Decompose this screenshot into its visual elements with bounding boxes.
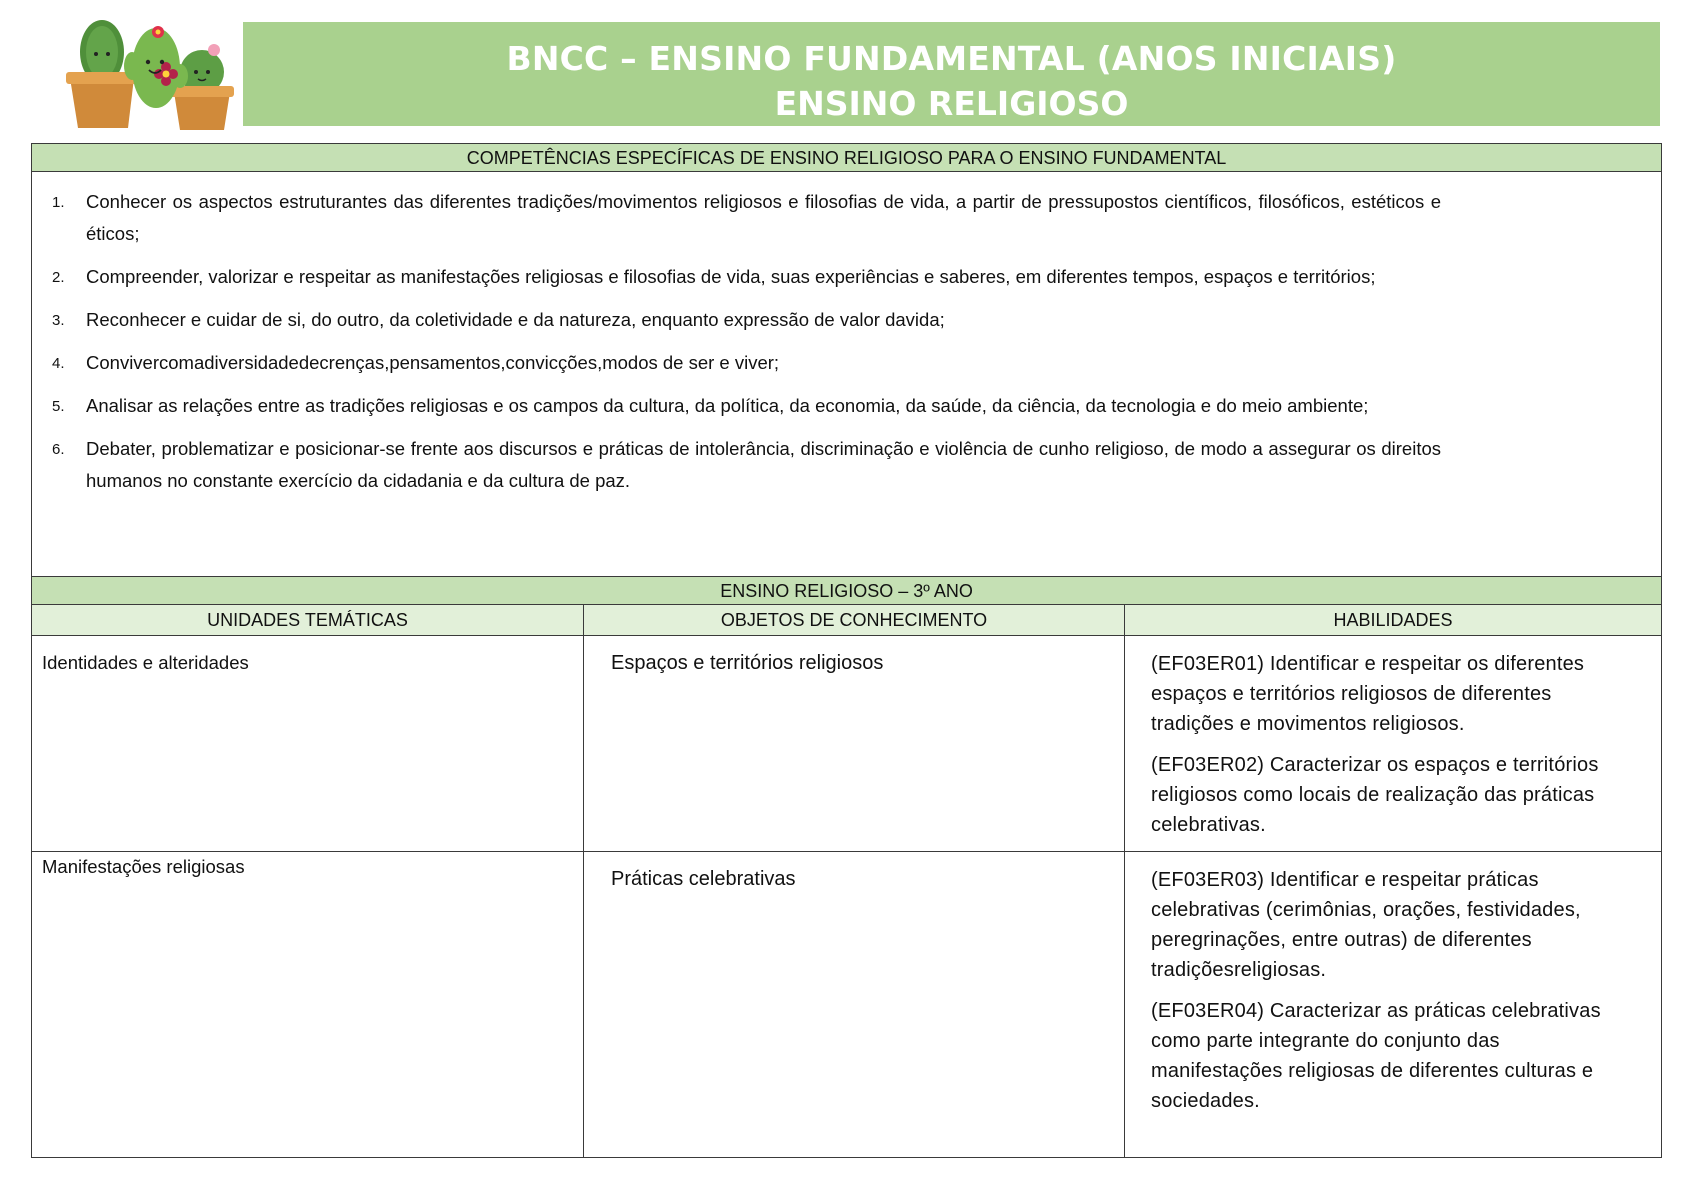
list-item: 1. Conhecer os aspectos estruturantes das diferentes tradições/movimentos religiosos e filosofias de vida, a partir de pressupostos científicos, filosóficos, estéticos e éticos; — [52, 191, 1441, 244]
title-banner — [243, 22, 1660, 126]
column-header-unidades: UNIDADES TEMÁTICAS — [32, 605, 584, 636]
list-item: 3. Reconhecer e cuidar de si, do outro, da coletividade e da natureza, enquanto expressão de valor davida; — [52, 309, 945, 330]
table-row — [32, 852, 1662, 1158]
habilidade-text: (EF03ER02) Caracterizar os espaços e territórios religiosos como locais de realização das práticas celebrativas. — [1151, 754, 1599, 836]
list-item: 4. Convivercomadiversidadedecrenças,pensamentos,convicções,modos de ser e viver; — [52, 352, 780, 373]
list-item: 2. Compreender, valorizar e respeitar as manifestações religiosas e filosofias de vida, suas experiências e saberes, em diferentes tempos, espaços e territórios; — [52, 266, 1376, 287]
cactus-logo-icon — [62, 10, 242, 135]
curriculum-table — [31, 143, 1662, 1158]
column-header-objetos: OBJETOS DE CONHECIMENTO — [584, 605, 1125, 636]
habilidade-text: (EF03ER03) Identificar e respeitar práticas celebrativas (cerimônias, orações, festividades, peregrinações, entre outras) de diferentes tradiçõesreligiosas. — [1151, 869, 1581, 981]
page-subtitle: ENSINO RELIGIOSO — [774, 84, 1129, 123]
unidade-cell: Manifestações religiosas — [32, 852, 584, 1158]
list-item: 6. Debater, problematizar e posicionar-se frente aos discursos e práticas de intolerância, discriminação e violência de cunho religioso, de modo a assegurar os direitos humanos no constante exercício da cidadania e da cultura de paz. — [52, 438, 1441, 491]
objeto-cell: Práticas celebrativas — [584, 852, 1125, 1158]
competencias-list — [32, 186, 1661, 497]
column-header-habilidades: HABILIDADES — [1125, 605, 1662, 636]
table-row — [32, 636, 1662, 852]
habilidades-cell — [1125, 636, 1662, 852]
unidade-cell: Identidades e alteridades — [32, 636, 584, 852]
competencias-heading: COMPETÊNCIAS ESPECÍFICAS DE ENSINO RELIGIOSO PARA O ENSINO FUNDAMENTAL — [32, 144, 1662, 172]
ano-heading: ENSINO RELIGIOSO – 3º ANO — [32, 577, 1662, 605]
list-item: 5. Analisar as relações entre as tradições religiosas e os campos da cultura, da política, da economia, da saúde, da ciência, da tecnologia e do meio ambiente; — [52, 395, 1369, 416]
habilidade-text: (EF03ER04) Caracterizar as práticas celebrativas como parte integrante do conjunto das manifestações religiosas de diferentes culturas e sociedades. — [1151, 1000, 1601, 1112]
habilidades-cell — [1125, 852, 1662, 1158]
habilidade-text: (EF03ER01) Identificar e respeitar os diferentes espaços e territórios religiosos de diferentes tradições e movimentos religiosos. — [1151, 653, 1585, 735]
page-title: BNCC – ENSINO FUNDAMENTAL (ANOS INICIAIS) — [506, 39, 1397, 78]
competencias-cell — [32, 172, 1662, 577]
objeto-cell: Espaços e territórios religiosos — [584, 636, 1125, 852]
